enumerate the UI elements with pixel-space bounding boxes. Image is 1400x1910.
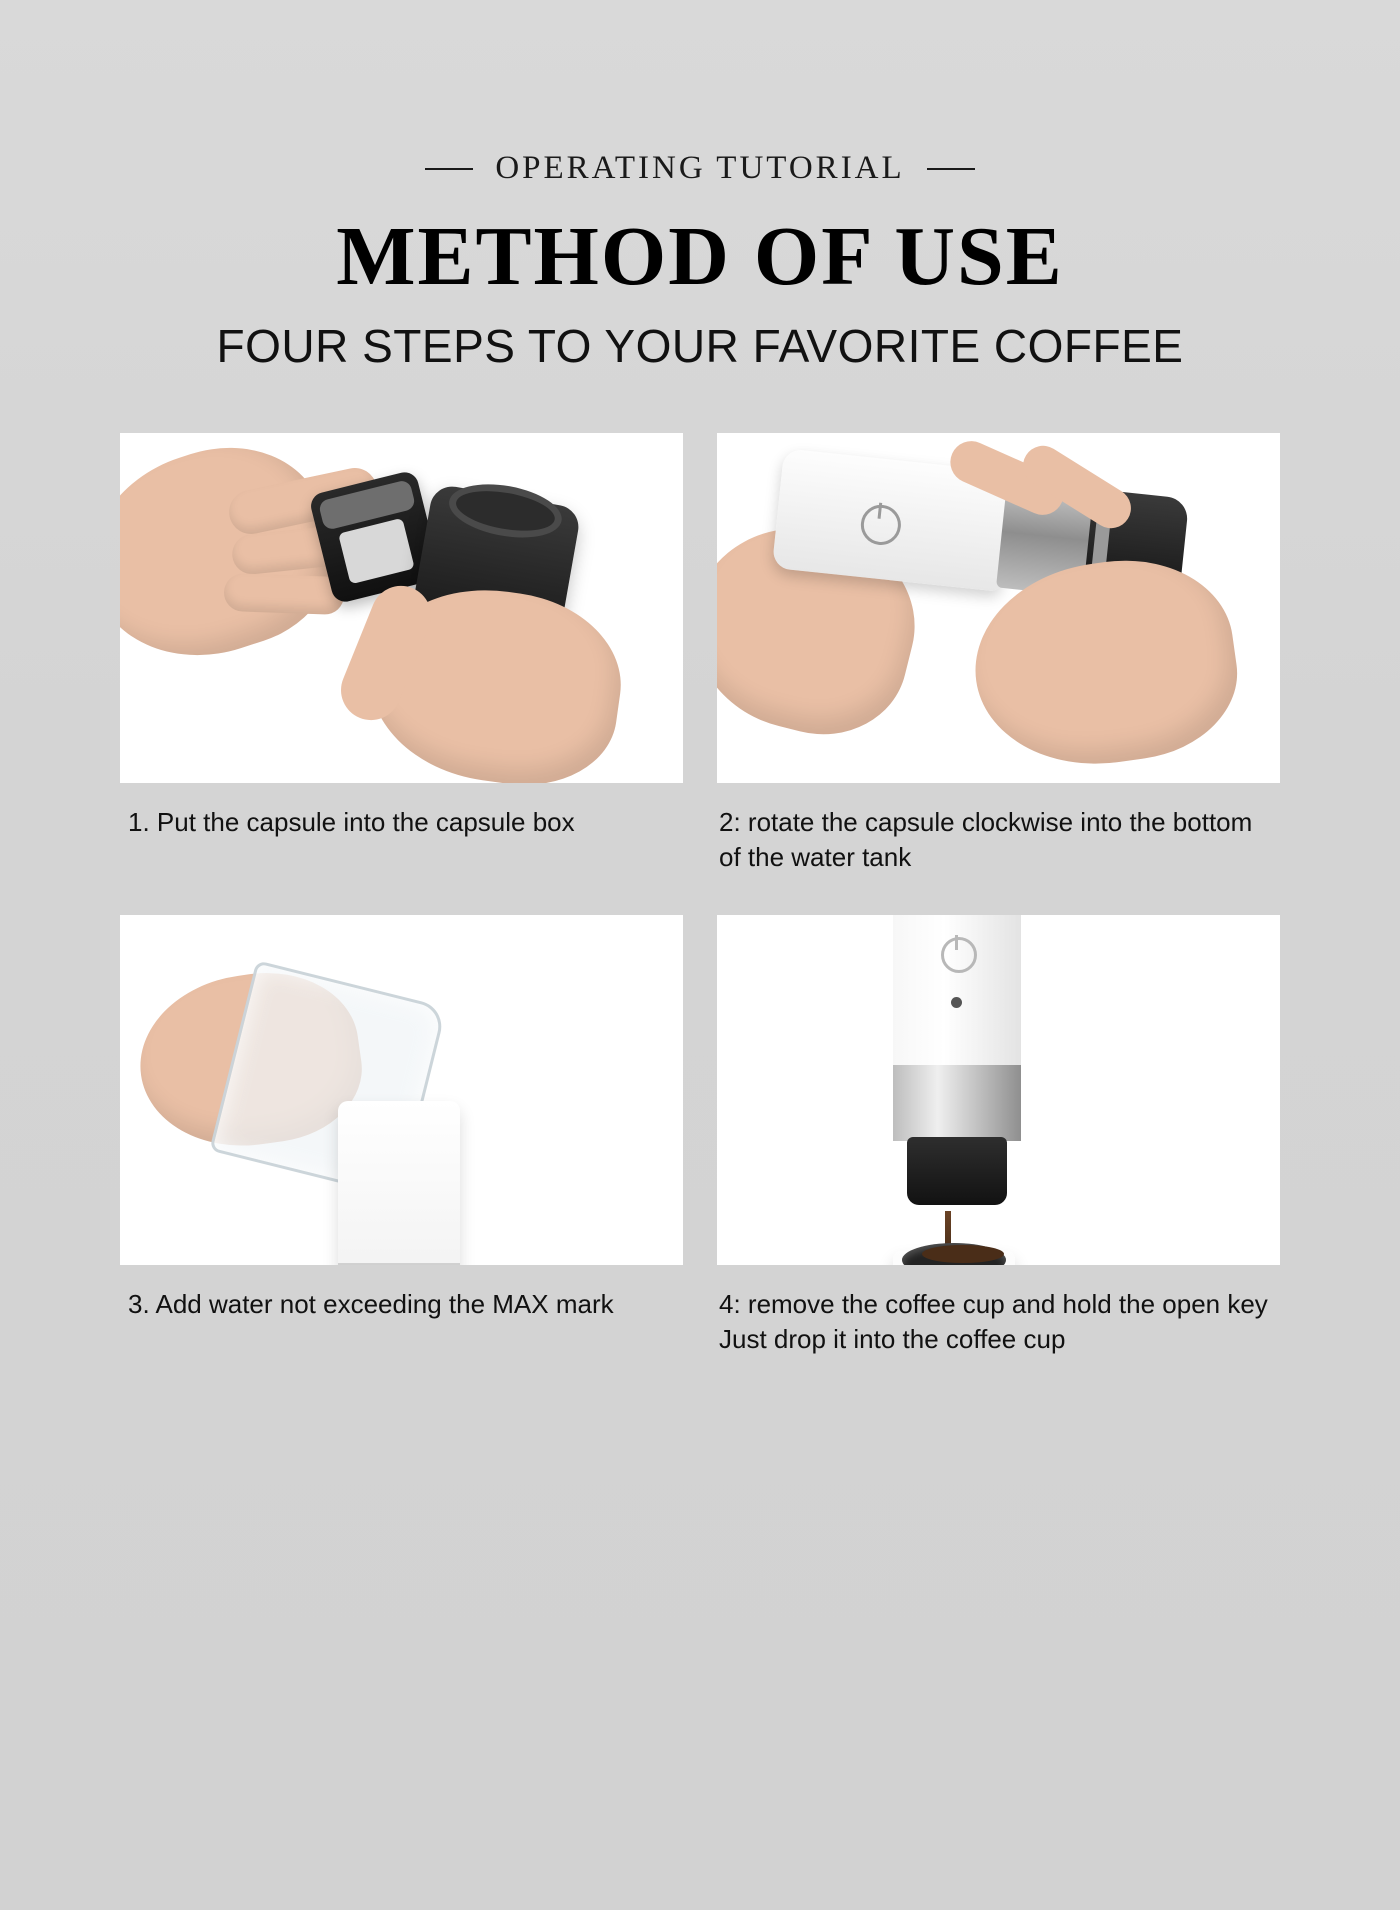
step-1-photo xyxy=(120,433,683,783)
power-button-icon xyxy=(941,937,977,973)
step-2-caption: 2: rotate the capsule clockwise into the bottom of the water tank xyxy=(719,807,1253,872)
cup-interior xyxy=(902,1243,1006,1265)
stainless-band xyxy=(893,1065,1021,1141)
step-2-cell xyxy=(717,433,1280,901)
step-3-caption: 3. Add water not exceeding the MAX mark xyxy=(128,1289,614,1320)
capsule-head xyxy=(907,1137,1007,1205)
eyebrow-rule-left xyxy=(425,168,473,170)
step-4-photo xyxy=(717,915,1280,1265)
espresso-machine-illustration xyxy=(893,915,1021,1155)
step-1-caption: 1. Put the capsule into the capsule box xyxy=(128,807,575,838)
eyebrow-text: OPERATING TUTORIAL xyxy=(495,150,905,186)
step-4-cell xyxy=(717,915,1280,1383)
capsule-box-opening xyxy=(445,477,566,546)
coffee-liquid xyxy=(922,1245,1004,1263)
finger-illustration xyxy=(223,573,344,615)
step-3-cell xyxy=(120,915,683,1383)
water-tank-illustration xyxy=(338,1101,460,1265)
page-header xyxy=(0,0,1400,373)
step-1-cell xyxy=(120,433,683,901)
coffee-cup-illustration xyxy=(893,1251,1015,1265)
eyebrow-rule-right xyxy=(927,168,975,170)
capsule-window xyxy=(338,518,415,584)
page-subtitle: FOUR STEPS TO YOUR FAVORITE COFFEE xyxy=(216,320,1184,373)
step-4-caption: 4: remove the coffee cup and hold the open key Just drop it into the coffee cup xyxy=(719,1289,1268,1354)
steps-grid xyxy=(120,433,1280,1383)
tank-stainless-band xyxy=(338,1263,460,1265)
eyebrow-heading xyxy=(0,150,1400,187)
page-title: METHOD OF USE xyxy=(336,210,1064,303)
step-3-photo xyxy=(120,915,683,1265)
step-2-photo xyxy=(717,433,1280,783)
